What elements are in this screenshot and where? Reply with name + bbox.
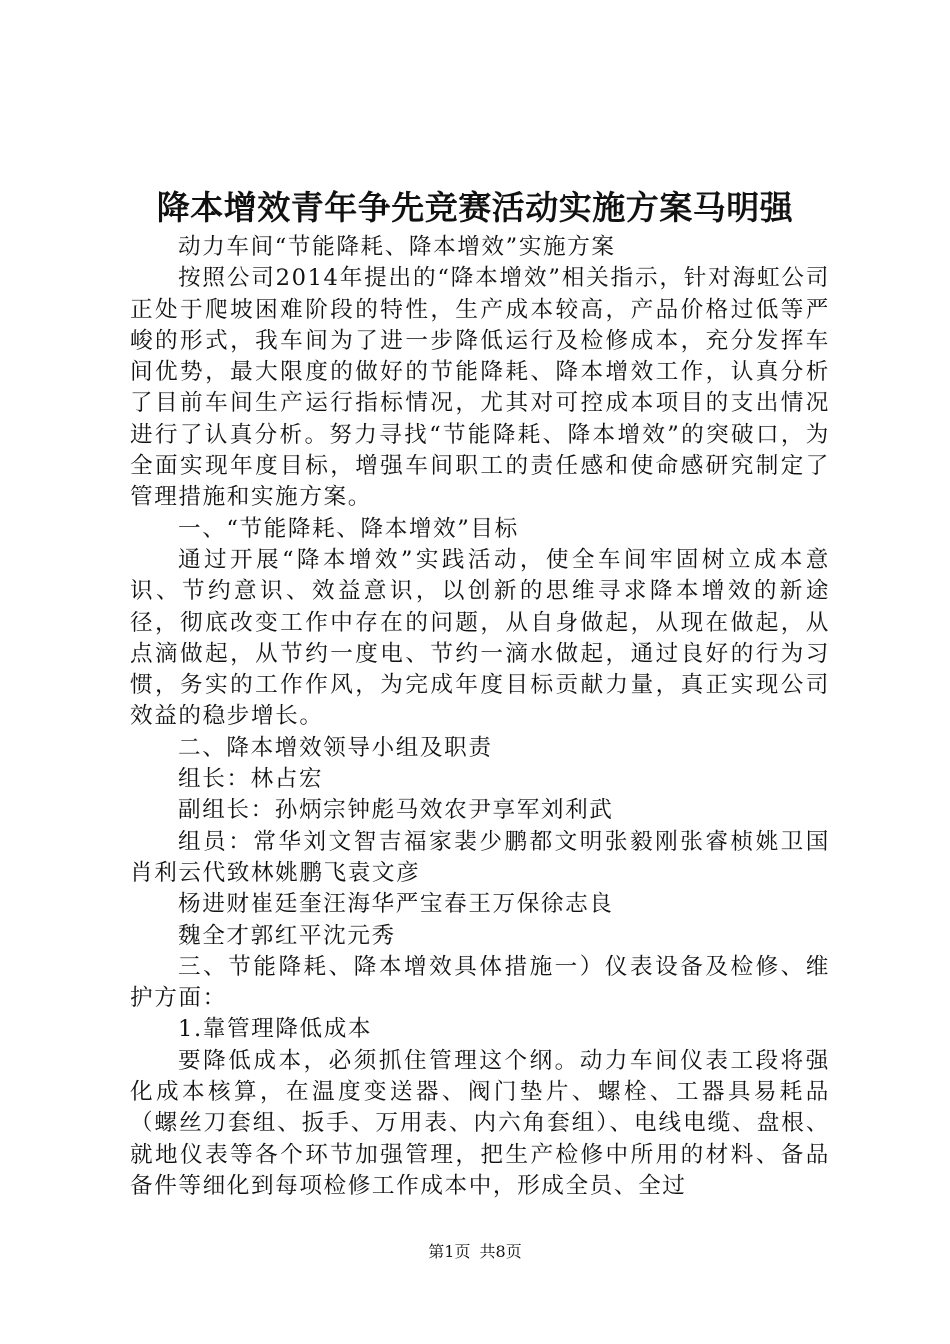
paragraph-intro: 按照公司2014年提出的“降本增效”相关指示，针对海虹公司正处于爬坡困难阶段的特性，生产成本较高，产品价格过低等严峻的形式，我车间为了进一步降低运行及检修成本，充分发挥车间优势，最大限度的做好的节能降耗、降本增效工作，认真分析了目前车间生产运行指标情况，尤其对可控成本项目的支出情况进行了认真分析。努力寻找“节能降耗、降本增效”的突破口，为全面实现年度目标，增强车间职工的责任感和使命感研究制定了管理措施和实施方案。 (130, 265, 830, 511)
section-heading-measures: 三、节能降耗、降本增效具体措施一）仪表设备及检修、维护方面： (130, 953, 830, 1012)
paragraph-management: 要降低成本，必须抓住管理这个纲。动力车间仪表工段将强化成本核算，在温度变送器、阀门垫片、螺栓、工器具易耗品（螺丝刀套组、扳手、万用表、内六角套组）、电线电缆、盘根、就地仪表等各个环节加强管理，把生产检修中所用的材料、备品备件等细化到每项检修工作成本中，形成全员、全过 (130, 1047, 830, 1199)
section-heading-goals: 一、“节能降耗、降本增效”目标 (178, 515, 519, 542)
page-footer (0, 1241, 950, 1263)
paragraph-goals: 通过开展“降本增效”实践活动，使全车间牢固树立成本意识、节约意识、效益意识，以创新的思维寻求降本增效的新途径，彻底改变工作中存在的问题，从自身做起，从现在做起，从点滴做起，从节约一度电、节约一滴水做起，通过良好的行为习惯，务实的工作作风，为完成年度目标贡献力量，真正实现公司效益的稳步增长。 (130, 546, 830, 730)
page-number: 第1页 (428, 1242, 471, 1261)
team-deputy-leaders: 副组长：孙炳宗钟彪马效农尹享军刘利武 (178, 797, 614, 824)
team-leader: 组长：林占宏 (178, 766, 324, 793)
paragraph-subtitle: 动力车间“节能降耗、降本增效”实施方案 (178, 234, 616, 260)
subsection-heading-management: 1.靠管理降低成本 (178, 1016, 373, 1043)
document-body (130, 232, 830, 1202)
team-members-cont-1: 杨进财崔廷奎汪海华严宝春王万保徐志良 (178, 891, 614, 918)
team-members: 组员：常华刘文智吉福家裴少鹏都文明张毅刚张睿桢姚卫国肖利云代致林姚鹏飞袁文彦 (130, 828, 830, 886)
team-members-cont-2: 魏全才郭红平沈元秀 (178, 922, 396, 949)
document-title: 降本增效青年争先竞赛活动实施方案马明强 (156, 188, 794, 227)
page-total: 共8页 (479, 1242, 522, 1261)
section-heading-team: 二、降本增效领导小组及职责 (178, 734, 493, 761)
